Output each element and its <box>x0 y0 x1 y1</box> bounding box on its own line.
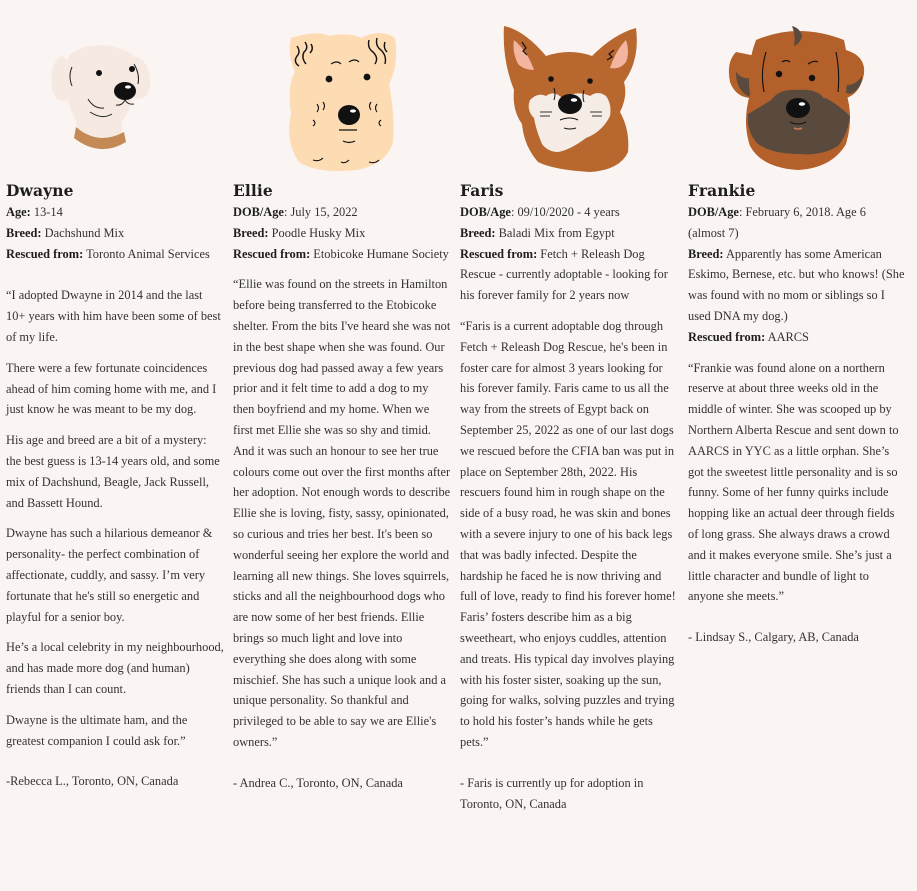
spacer <box>6 761 224 771</box>
signature: -Rebecca L., Toronto, ON, Canada <box>6 774 179 789</box>
dog-rescued-from <box>460 244 678 306</box>
brown-bearded-dog-icon <box>722 22 872 172</box>
dog-dob-age <box>688 202 906 244</box>
story-paragraph: Dwayne is the ultimate ham, and the greatest companion I could ask for.” <box>6 712 188 748</box>
white-labrador-icon <box>42 34 162 154</box>
dog-breed <box>460 223 678 244</box>
story-paragraph: Dwayne has such a hilarious demeanor & personality- the perfect combination of affectionate, cuddly, and sassy. I’m very fortunate that he's still so energetic and playful for a senior boy. <box>6 526 213 624</box>
story-paragraph: “Ellie was found on the streets in Hamilton before being transferred to the Etobicoke shelter. From the bits I've heard she was not in the best shape when she was found. Our previous dog had passed away a few years prior and it felt time to add a dog to my then boyfriend and my home. When we first met Ellie she was so shy and timid. And it was such an honour to see her true colours come out over the first months after her adoption. Not enough words to describe Ellie she is loving, fisty, sassy, opinionated, so curious and tries her best. It's been so wonderful seeing her explore the world and learning all new things. She loves squirrels, sticks and all the neighbourhood dogs who are now some of her best friends. Ellie brings so much light and love into everything she does along with some mischief. She has such a unique look and a unique personality. So thankful and privileged to be able to say we are Ellie's owners.” <box>233 277 451 749</box>
dog-age <box>6 202 224 223</box>
story-paragraph: “Frankie was found alone on a northern reserve at about three weeks old in the middle of winter. She was scooped up by Northern Alberta Rescue and sent down to AARCS in YYC as a little orphan. She’s got the sweetest little personality and is so funny. Some of her funny quirks include hopping like an actual deer through fields of long grass. She always draws a crowd and it makes everyone smile. She’s just a little character and bundle of light to anyone she meets.” <box>688 360 899 604</box>
fact-label: Age: <box>6 205 31 219</box>
fact-value: AARCS <box>765 329 809 344</box>
dwayne-illustration <box>6 0 224 178</box>
faris-illustration <box>460 0 678 178</box>
dog-name: Ellie <box>233 181 273 200</box>
dog-rescued-from <box>233 244 451 265</box>
spacer <box>233 763 451 773</box>
dog-breed <box>233 223 451 244</box>
dog-breed <box>6 223 224 244</box>
fact-label: Breed: <box>688 246 724 261</box>
fact-label: Breed: <box>460 225 496 240</box>
signature: - Faris is currently up for adoption in Toronto, ON, Canada <box>460 775 644 811</box>
spacer <box>460 763 678 773</box>
spacer <box>6 264 224 285</box>
dog-name: Frankie <box>688 181 756 200</box>
signature: - Lindsay S., Calgary, AB, Canada <box>688 630 859 645</box>
spacer <box>688 617 906 627</box>
fact-value: Apparently has some American Eskimo, Bernese, etc. but who knows! (She was found with no mom or siblings so I used DNA my dog.) <box>688 246 905 323</box>
fact-value: Fetch + Releash Dog Rescue - currently adoptable - looking for his forever family for 2 years now <box>460 246 668 303</box>
fact-label: Breed: <box>233 225 269 240</box>
spacer <box>688 348 906 358</box>
fact-value: : 09/10/2020 - 4 years <box>510 205 620 219</box>
spacer <box>233 264 451 274</box>
fact-value: : February 6, 2018. Age 6 (almost 7) <box>688 205 866 240</box>
dog-name: Dwayne <box>6 181 74 200</box>
dog-rescued-from <box>688 327 906 348</box>
orange-baladi-dog-icon <box>494 20 644 175</box>
curly-poodle-icon <box>277 24 407 174</box>
story-paragraph: “I adopted Dwayne in 2014 and the last 10+ years with him have been some of best of my life. <box>6 288 221 344</box>
story-paragraph: “Faris is a current adoptable dog through Fetch + Releash Dog Rescue, he's been in foster care for almost 3 years looking for his forever family. Faris came to us all the way from the streets of Egypt back on September 25, 2022 as one of our last dogs we rescued before the CFIA ban was put in place on September 28th, 2022. His rescuers found him in rough shape on the side of a busy road, he was skin and bones with a severe injury to one of his back legs that was badly infected. Despite the hardship he faced he is now thriving and full of love, ready to find his forever home! Faris’ fosters describe him as a big sweetheart, who enjoys cuddles, attention and treats. His typical day involves playing with his foster sister, soaking up the sun, going for walks, solving puzzles and trying to hold his foster’s hands while he gets pets.” <box>460 318 676 749</box>
fact-value: Etobicoke Humane Society <box>310 246 449 261</box>
fact-value: Poodle Husky Mix <box>268 225 366 240</box>
fact-value: Toronto Animal Services <box>83 246 210 261</box>
dog-name: Faris <box>460 181 504 200</box>
ellie-story <box>233 180 451 794</box>
dog-breed <box>688 244 906 327</box>
story-paragraph: He’s a local celebrity in my neighbourhood, and has made more dog (and human) friends than I can count. <box>6 640 224 696</box>
signature: - Andrea C., Toronto, ON, Canada <box>233 775 403 790</box>
story-paragraph: There were a few fortunate coincidences ahead of him coming home with me, and I just know he was meant to be my dog. <box>6 360 217 417</box>
fact-value: Baladi Mix from Egypt <box>495 225 615 240</box>
fact-label: DOB/Age <box>688 205 739 219</box>
fact-value: Dachshund Mix <box>41 225 125 240</box>
fact-label: DOB/Age <box>460 205 511 219</box>
fact-label: Rescued from: <box>688 329 766 344</box>
fact-label: Rescued from: <box>6 246 84 261</box>
dog-dob-age <box>233 202 451 223</box>
frankie-illustration <box>688 0 906 178</box>
dog-dob-age <box>460 202 678 223</box>
fact-value: : July 15, 2022 <box>283 205 358 219</box>
fact-label: Rescued from: <box>460 246 538 261</box>
spacer <box>460 306 678 316</box>
story-paragraph: His age and breed are a bit of a mystery: the best guess is 13-14 years old, and some mix of Dachshund, Beagle, Jack Russell, and Bassett Hound. <box>6 433 220 510</box>
fact-label: Breed: <box>6 225 42 240</box>
frankie-story <box>688 180 906 648</box>
fact-value: 13-14 <box>30 205 63 219</box>
fact-label: Rescued from: <box>233 246 311 261</box>
dog-rescued-from <box>6 244 224 265</box>
fact-label: DOB/Age <box>233 205 284 219</box>
ellie-illustration <box>233 0 451 178</box>
faris-story <box>460 180 678 814</box>
dwayne-story <box>6 180 224 792</box>
